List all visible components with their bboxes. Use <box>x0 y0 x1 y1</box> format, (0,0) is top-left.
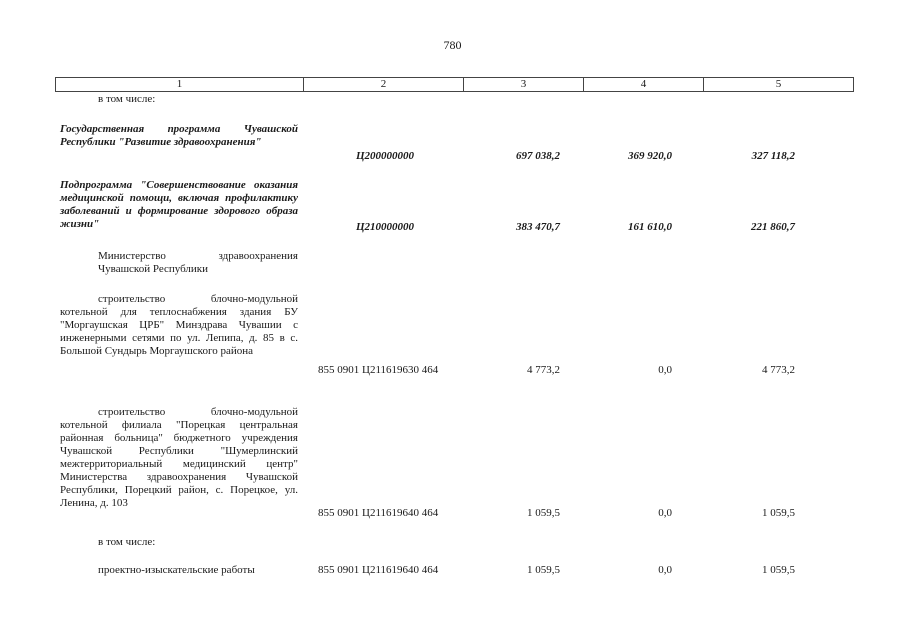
page-number: 780 <box>443 38 462 52</box>
row-name: Подпрограмма "Совершенствование оказания медицинской помощи, включая профилактику заболеваний и формирование здорового образа жизни" <box>60 179 298 230</box>
row-col-5: 327 118,2 <box>751 150 795 162</box>
row-name: проектно-изыскательские работы <box>98 564 255 576</box>
row-name: в том числе: <box>98 536 156 548</box>
header-col-1: 1 <box>56 78 304 92</box>
row-col-5: 1 059,5 <box>762 507 795 519</box>
row-col-5: 1 059,5 <box>762 564 795 576</box>
row-name: в том числе: <box>98 93 156 105</box>
row-name: Государственная программа Чувашской Республики "Развитие здравоохранения" <box>60 123 298 148</box>
row-name: строительство блочно-модульной котельной филиала "Порецкая центральная районная больница" бюджетного учреждения Чувашской Республики "Шумерлинский межтерриториальный медицинский центр" Министерства здравоохранения Чувашской Республики, Порецкий район, с. Порецкое, ул. Ленина, д. 103 <box>60 406 298 509</box>
row-col-4: 0,0 <box>658 364 672 376</box>
row-col-5: 221 860,7 <box>751 221 795 233</box>
row-col-4: 0,0 <box>658 507 672 519</box>
row-code: 855 0901 Ц211619630 464 <box>318 364 439 376</box>
row-col-3: 1 059,5 <box>527 507 560 519</box>
header-col-4: 4 <box>584 78 704 92</box>
row-col-3: 1 059,5 <box>527 564 560 576</box>
row-code: 855 0901 Ц211619640 464 <box>318 564 439 576</box>
row-col-3: 4 773,2 <box>527 364 560 376</box>
row-col-5: 4 773,2 <box>762 364 795 376</box>
header-col-2: 2 <box>304 78 464 92</box>
row-code: Ц200000000 <box>355 150 415 162</box>
row-code: Ц210000000 <box>355 221 415 233</box>
row-col-4: 369 920,0 <box>628 150 672 162</box>
row-col-4: 0,0 <box>658 564 672 576</box>
row-col-3: 383 470,7 <box>516 221 560 233</box>
row-name: строительство блочно-модульной котельной для теплоснабжения здания БУ "Моргаушская ЦРБ" Минздрава Чувашии с инженерными сетями по ул. Лепипа, д. 85 в с. Большой Сундырь Моргаушского района <box>60 293 298 357</box>
column-header-table <box>55 77 854 92</box>
header-col-5: 5 <box>704 78 854 92</box>
row-col-3: 697 038,2 <box>516 150 560 162</box>
row-col-4: 161 610,0 <box>628 221 672 233</box>
row-name: Министерство здравоохранения Чувашской Республики <box>98 250 298 275</box>
header-col-3: 3 <box>464 78 584 92</box>
header-row <box>56 78 854 92</box>
row-code: 855 0901 Ц211619640 464 <box>318 507 439 519</box>
